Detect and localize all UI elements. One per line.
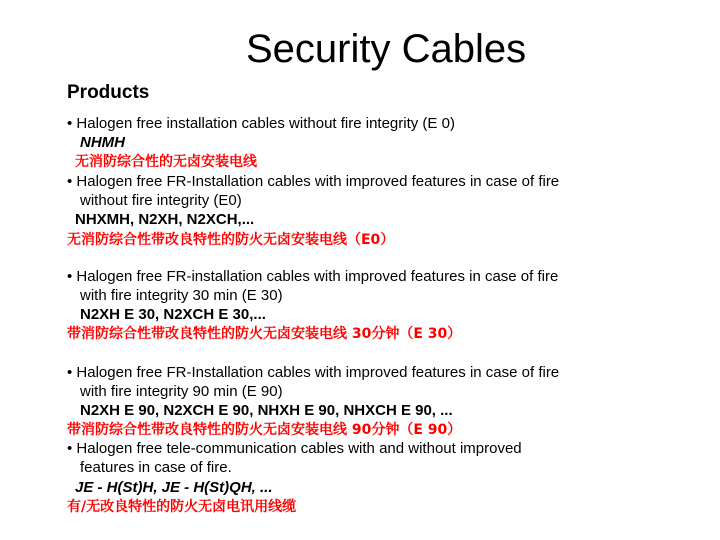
chinese-description: 带消防综合性带改良特性的防火无卤安装电线 90分钟（E 90）	[67, 422, 462, 438]
bullet-line: • Halogen free installation cables without fire integrity (E 0)	[67, 115, 455, 132]
section-heading: Products	[67, 82, 150, 103]
page-title: Security Cables	[246, 27, 527, 71]
bullet-line: • Halogen free FR-Installation cables with improved features in case of fire	[67, 364, 560, 381]
product-codes: N2XH E 30, N2XCH E 30,...	[80, 306, 266, 323]
bullet-continuation: without fire integrity (E0)	[80, 192, 242, 209]
bullet-continuation: with fire integrity 90 min (E 90)	[80, 383, 283, 400]
bullet-continuation: features in case of fire.	[80, 459, 232, 476]
chinese-description: 无消防综合性带改良特性的防火无卤安装电线（E0）	[67, 232, 395, 248]
chinese-description: 带消防综合性带改良特性的防火无卤安装电线 30分钟（E 30）	[67, 326, 462, 342]
bullet-line: • Halogen free tele-communication cables with and without improved	[67, 440, 522, 457]
chinese-description: 有/无改良特性的防火无卤电讯用线缆	[67, 499, 297, 515]
product-codes: NHXMH, N2XH, N2XCH,...	[75, 211, 255, 228]
bullet-line: • Halogen free FR-installation cables with improved features in case of fire	[67, 268, 559, 285]
chinese-description: 无消防综合性的无卤安装电线	[75, 154, 257, 170]
product-codes: JE - H(St)H, JE - H(St)QH, ...	[75, 479, 273, 496]
product-codes: N2XH E 90, N2XCH E 90, NHXH E 90, NHXCH E 90, ...	[80, 402, 453, 419]
bullet-continuation: with fire integrity 30 min (E 30)	[80, 287, 283, 304]
bullet-line: • Halogen free FR-Installation cables with improved features in case of fire	[67, 173, 560, 190]
product-codes: NHMH	[80, 134, 125, 151]
